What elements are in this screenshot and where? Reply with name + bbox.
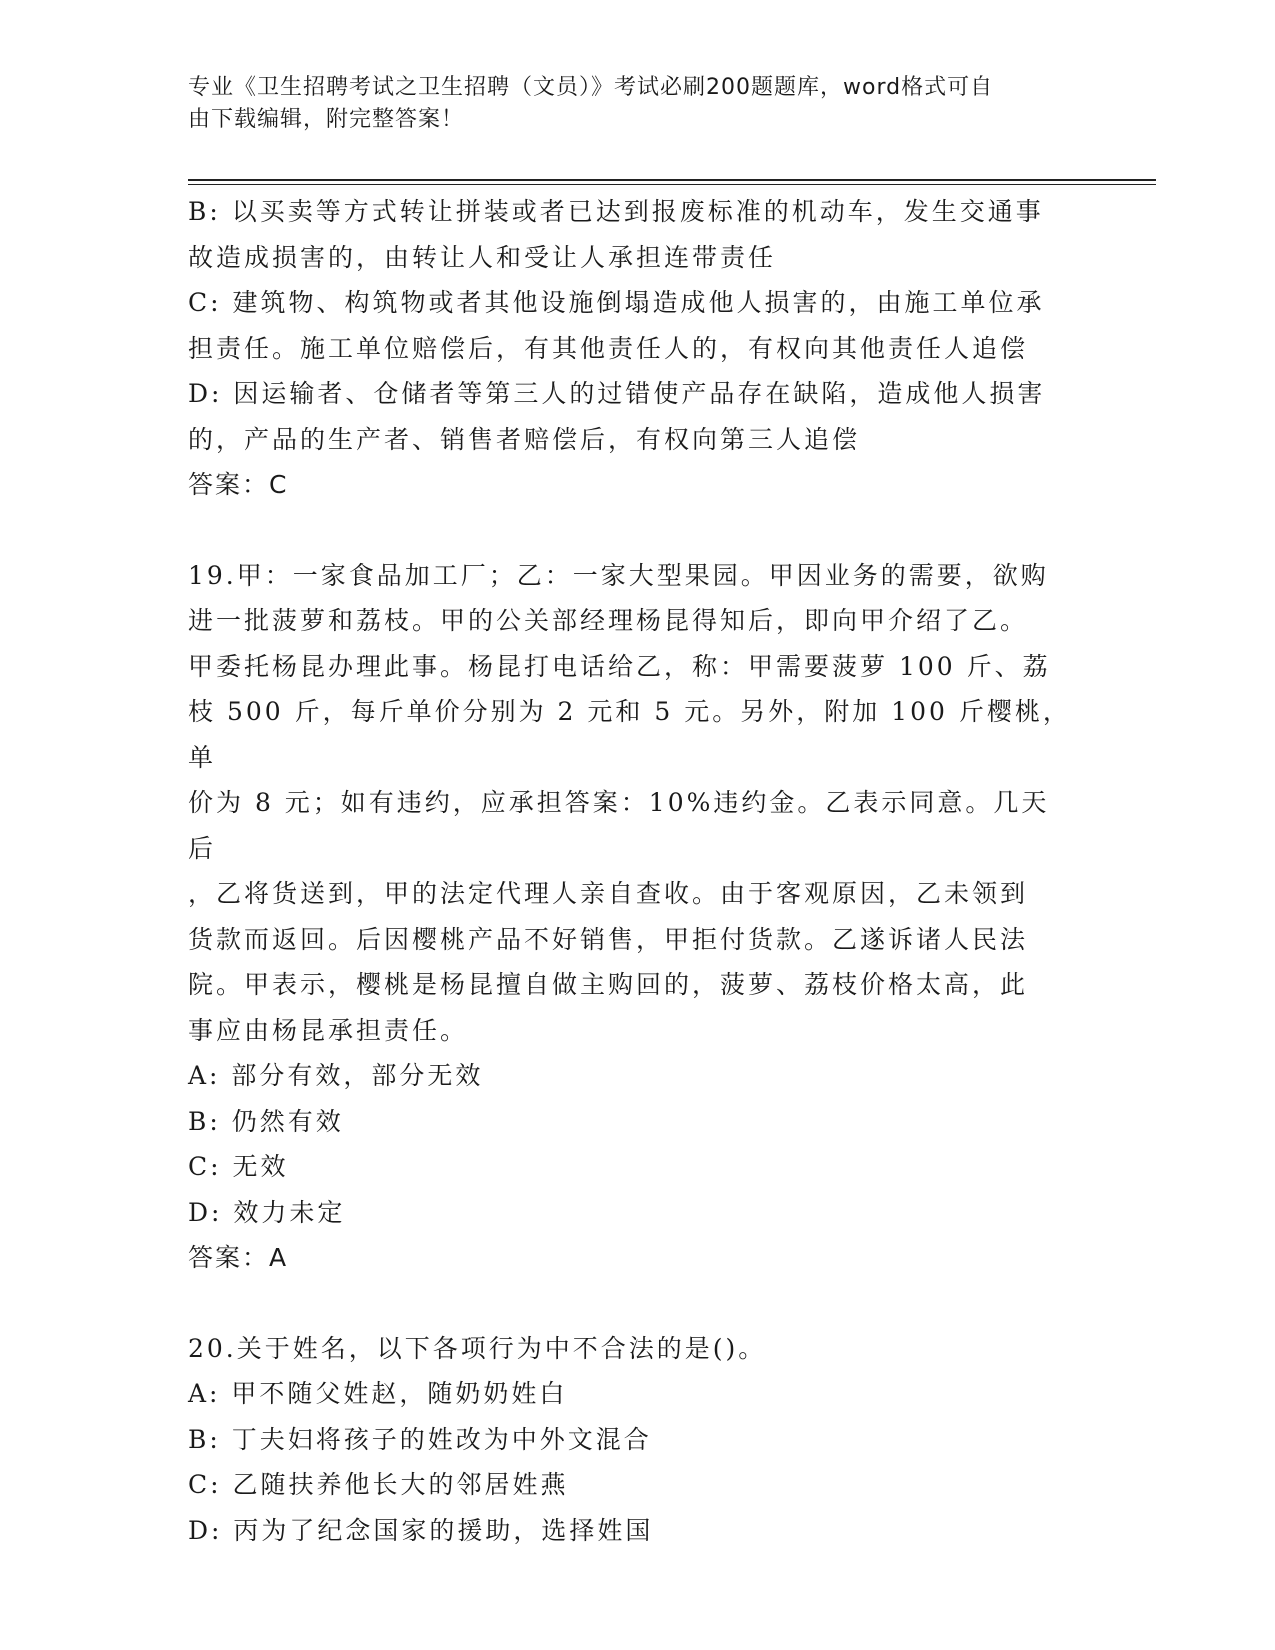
- q18-option-b: [188, 189, 1073, 280]
- q19-stem-line: 事应由杨昆承担责任。: [188, 1015, 469, 1045]
- q18-option-d-line-1: D: 因运输者、仓储者等第三人的过错使产品存在缺陷，造成他人损害: [188, 379, 1046, 408]
- header-rule-thin: [188, 184, 1156, 185]
- q19-stem-line: 甲委托杨昆办理此事。杨昆打电话给乙，称：甲需要菠萝 100 斤、荔: [188, 651, 1051, 681]
- q20-option-c: C: 乙随扶养他长大的邻居姓燕: [188, 1470, 569, 1499]
- q19-stem-line: 进一批菠萝和荔枝。甲的公关部经理杨昆得知后，即向甲介绍了乙。: [188, 606, 1029, 635]
- q19-option-c: C: 无效: [188, 1152, 289, 1181]
- q20-option-a: A: 甲不随父姓赵，随奶奶姓白: [188, 1379, 568, 1408]
- q18-option-b-line-1: B: 以买卖等方式转让拼装或者已达到报废标准的机动车，发生交通事: [188, 197, 1044, 226]
- q20-option-b: B: 丁夫妇将孩子的姓改为中外文混合: [188, 1424, 652, 1454]
- header-line-1: 专业《卫生招聘考试之卫生招聘（文员）》考试必刷200题题库，word格式可自: [188, 75, 994, 100]
- q18-option-b-line-2: 故造成损害的，由转让人和受让人承担连带责任: [188, 242, 777, 272]
- q18-option-c-line-1: C: 建筑物、构筑物或者其他设施倒塌造成他人损害的，由施工单位承: [188, 288, 1045, 317]
- q19-stem: [188, 553, 1073, 1054]
- q20-stem: 20.关于姓名，以下各项行为中不合法的是()。: [188, 1333, 767, 1363]
- q18-answer: 答案：C: [188, 470, 289, 499]
- q20-option-d: D: 丙为了纪念国家的援助，选择姓国: [188, 1515, 654, 1545]
- q19-option-a: A: 部分有效，部分无效: [188, 1061, 484, 1090]
- document-body: [188, 189, 1073, 1553]
- q19-stem-line: 枝 500 斤，每斤单价分别为 2 元和 5 元。另外，附加 100 斤樱桃，单: [188, 697, 1071, 772]
- q18-option-d-line-2: 的，产品的生产者、销售者赔偿后，有权向第三人追偿: [188, 424, 861, 454]
- document-header: [188, 72, 1068, 136]
- header-rule-thick: [188, 179, 1156, 181]
- q19-stem-line: ，乙将货送到，甲的法定代理人亲自查收。由于客观原因，乙未领到: [188, 879, 1029, 908]
- q19-stem-line: 价为 8 元；如有违约，应承担答案：10%违约金。乙表示同意。几天后: [188, 788, 1050, 863]
- q18-option-c: [188, 280, 1073, 371]
- q19-stem-line: 19.甲：一家食品加工厂；乙：一家大型果园。甲因业务的需要，欲购: [188, 560, 1049, 590]
- q19-option-b: B: 仍然有效: [188, 1106, 344, 1136]
- q19-stem-line: 院。甲表示，樱桃是杨昆擅自做主购回的，菠萝、荔枝价格太高，此: [188, 970, 1029, 999]
- header-line-2: 由下载编辑，附完整答案！: [188, 107, 465, 132]
- q18-option-d: [188, 371, 1073, 462]
- q19-answer: 答案：A: [188, 1243, 289, 1272]
- q19-option-d: D: 效力未定: [188, 1197, 346, 1227]
- q19-stem-line: 货款而返回。后因樱桃产品不好销售，甲拒付货款。乙遂诉诸人民法: [188, 924, 1029, 954]
- q18-option-c-line-2: 担责任。施工单位赔偿后，有其他责任人的，有权向其他责任人追偿: [188, 333, 1029, 363]
